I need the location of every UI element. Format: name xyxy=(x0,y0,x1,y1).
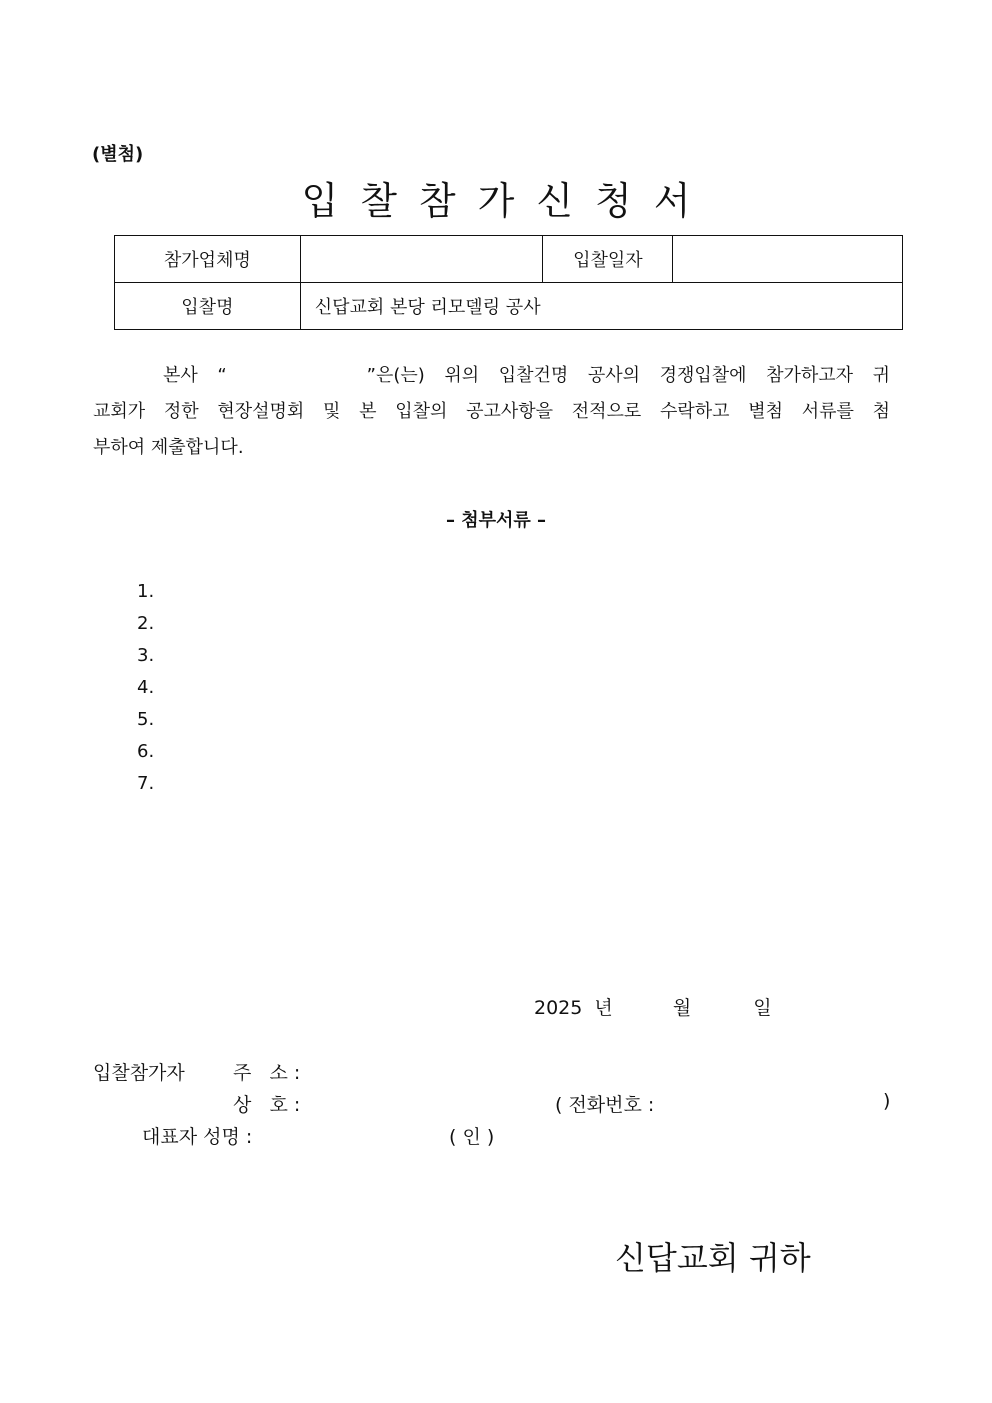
table-row xyxy=(115,283,903,330)
list-item: 3. xyxy=(137,645,155,666)
list-item: 5. xyxy=(137,709,155,730)
bid-date-label: 입찰일자 xyxy=(543,236,673,283)
bid-date-field[interactable] xyxy=(673,236,903,283)
representative-name-label: 대표자 성명 : xyxy=(142,1126,253,1148)
date-year-unit: 년 xyxy=(594,997,613,1019)
bid-name-value: 신답교회 본당 리모델링 공사 xyxy=(300,283,902,330)
applicant-section-label: 입찰참가자 xyxy=(93,1062,185,1084)
list-item: 2. xyxy=(137,613,155,634)
address-label: 주 소 : xyxy=(233,1062,301,1084)
trade-name-label: 상 호 : xyxy=(233,1094,301,1116)
bid-name-label: 입찰명 xyxy=(115,283,301,330)
statement-paragraph xyxy=(93,358,890,466)
page-title: 입찰참가신청서 xyxy=(301,179,713,223)
statement-line-2: 교회가 정한 현장설명회 및 본 입찰의 공고사항을 전적으로 수락하고 별첨 서류를 첨 xyxy=(93,401,890,422)
list-item: 1. xyxy=(137,581,155,602)
bid-info-table xyxy=(114,235,903,330)
list-item: 6. xyxy=(137,741,155,762)
statement-line-1 xyxy=(93,358,890,394)
table-row xyxy=(115,236,903,283)
phone-label: ( 전화번호 : xyxy=(555,1094,655,1116)
company-name-label: 참가업체명 xyxy=(115,236,301,283)
attachments-heading: – 첨부서류 – xyxy=(445,510,547,531)
list-item: 4. xyxy=(137,677,155,698)
phone-close: ) xyxy=(883,1090,891,1112)
statement-end: ”은(는) 위의 입찰건명 공사의 경쟁입찰에 참가하고자 귀 xyxy=(366,365,890,386)
date-month-unit: 월 xyxy=(672,997,692,1019)
list-item: 7. xyxy=(137,773,155,794)
addressee-signoff: 신답교회 귀하 xyxy=(615,1239,811,1277)
date-day-unit: 일 xyxy=(753,997,772,1019)
statement-line-3: 부하여 제출합니다. xyxy=(93,437,244,458)
company-name-field[interactable] xyxy=(300,236,543,283)
date-line xyxy=(534,993,772,1020)
seal-mark: ( 인 ) xyxy=(449,1126,495,1148)
attachment-label: (별첨) xyxy=(92,144,144,165)
statement-start: 본사 “ xyxy=(163,365,227,386)
attachments-list xyxy=(137,576,154,800)
date-year: 2025 xyxy=(534,997,583,1019)
